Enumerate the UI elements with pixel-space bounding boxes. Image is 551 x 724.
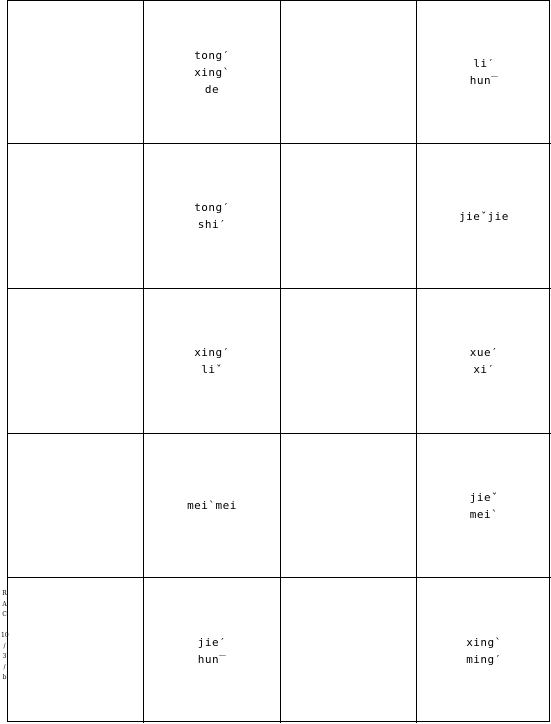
card-blank [281, 289, 417, 434]
card [417, 144, 551, 289]
card-blank [281, 578, 417, 723]
card-text: tong′ xing` de [194, 48, 230, 96]
card-text: xing′ liˇ [194, 346, 230, 376]
flashcard-grid [7, 0, 550, 722]
card-blank [8, 289, 144, 434]
card-text: mei`mei [187, 499, 237, 512]
card [144, 1, 281, 144]
card-blank [281, 144, 417, 289]
card [144, 578, 281, 723]
card-blank [8, 434, 144, 578]
card-text: xing` ming′ [466, 635, 502, 666]
card-text: tong′ shi′ [194, 201, 230, 231]
card [417, 289, 551, 434]
card-text: xue′ xi′ [469, 346, 499, 376]
card-text: jie′ hun‾ [197, 635, 227, 666]
card [144, 144, 281, 289]
card-blank [8, 1, 144, 144]
card [417, 434, 551, 578]
card-text: li′ hun‾ [469, 57, 499, 87]
card [144, 289, 281, 434]
card-blank [281, 434, 417, 578]
card [417, 1, 551, 144]
card-text: jieˇjie [459, 209, 509, 223]
card-blank [8, 578, 144, 723]
card-blank [8, 144, 144, 289]
card [144, 434, 281, 578]
card-text: jieˇ mei` [469, 490, 499, 521]
card-blank [281, 1, 417, 144]
card [417, 578, 551, 723]
margin-note: R A C 10 / 3 / b [1, 590, 9, 681]
